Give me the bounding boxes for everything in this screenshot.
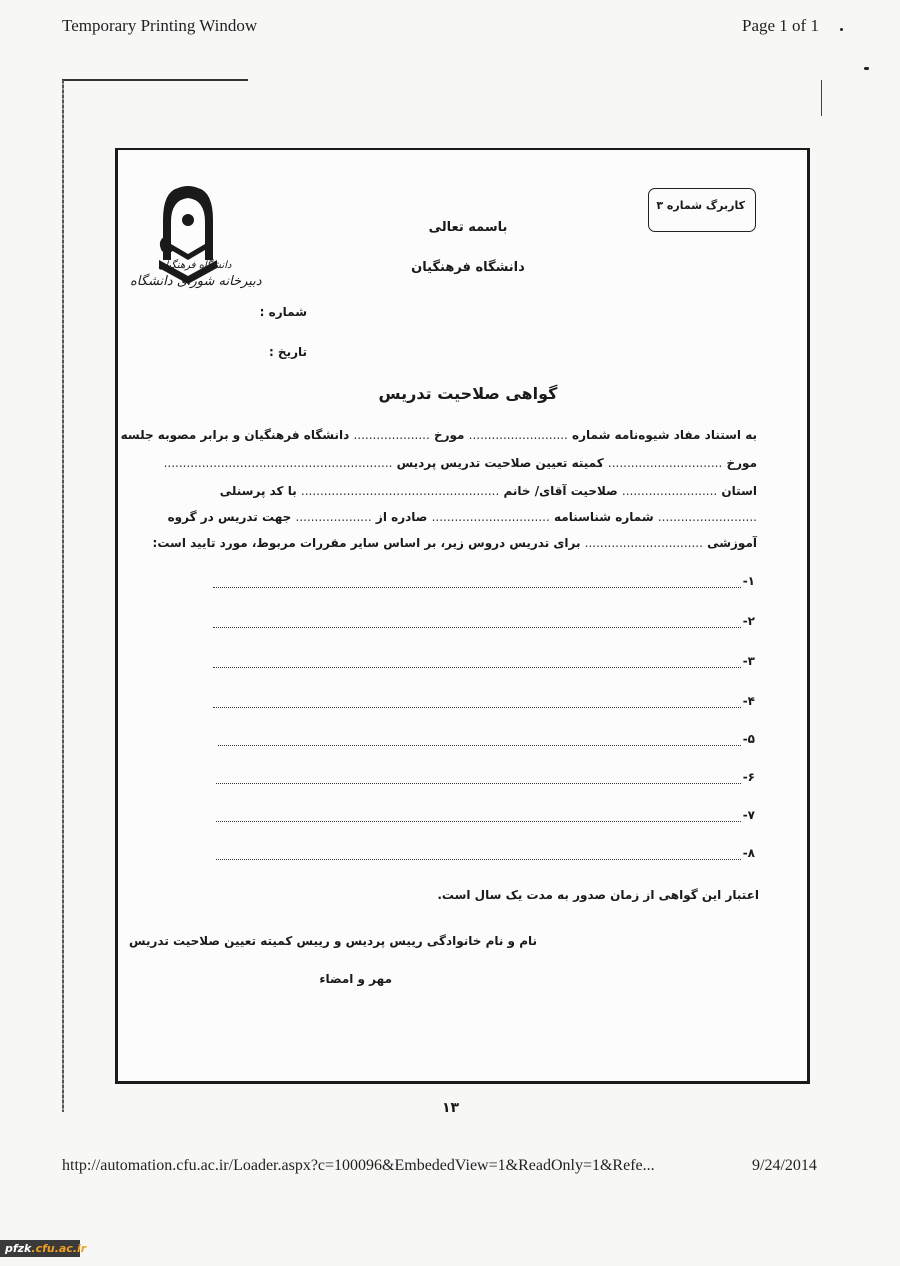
blank-field[interactable]: .......................... — [468, 428, 568, 442]
blank-field[interactable]: .......................... — [657, 510, 757, 524]
course-line-8[interactable]: ۸- — [210, 850, 755, 866]
date-label: تاریخ : — [268, 345, 307, 359]
logo-caption-line1: دانشگاه فرهنگیان — [158, 260, 232, 271]
blank-field[interactable]: .................... — [353, 428, 430, 442]
validity-note: اعتبار این گواهی از زمان صدور به مدت یک سال است. — [437, 888, 759, 902]
outer-page-left-edge — [62, 80, 64, 1112]
print-header-title: Temporary Printing Window — [62, 16, 258, 35]
document-frame — [115, 148, 810, 1084]
scan-speck — [840, 28, 843, 31]
body-line-1: به استناد مفاد شیوه‌نامه شماره .......................... مورخ .................... دانشگاه فرهنگیان و برابر مصوبه جلسه — [120, 428, 757, 442]
logo-caption-line2: دبیرخانه شورای دانشگاه — [130, 274, 262, 289]
body-line-4: .......................... شماره شناسنامه ............................... صادره از .................... جهت تدریس در گروه — [167, 510, 757, 524]
scan-speck — [864, 67, 869, 70]
print-footer-url: http://automation.cfu.ac.ir/Loader.aspx?c=100096&EmbededView=1&ReadOnly=1&Refe... — [62, 1157, 655, 1174]
blank-field[interactable]: ............................... — [584, 536, 703, 550]
blank-field[interactable]: .................... — [295, 510, 372, 524]
blank-field[interactable]: ............................... — [431, 510, 550, 524]
institution-name: دانشگاه فرهنگیان — [411, 260, 525, 275]
form-number-badge — [648, 188, 756, 232]
number-label: شماره : — [259, 305, 307, 319]
certificate-title: گواهی صلاحیت تدریس — [378, 384, 558, 403]
site-watermark: pfzk.cfu.ac.ir — [0, 1240, 80, 1257]
body-line-5: آموزشی ............................... برای تدریس دروس زیر، بر اساس سایر مقررات مربوط، مورد تایید است: — [152, 536, 757, 550]
body-line-2: مورخ .............................. کمیته تعیین صلاحیت تدریس پردیس ............................................................ — [163, 456, 757, 470]
course-line-7[interactable]: ۷- — [210, 812, 755, 828]
print-header-page: Page 1 of 1 — [742, 16, 819, 35]
signatory-label: نام و نام خانوادگی رییس پردیس و رییس کمیته تعیین صلاحیت تدریس — [129, 934, 537, 948]
blank-field[interactable]: .................................................... — [300, 484, 500, 498]
outer-page-right-mark — [821, 80, 822, 116]
blank-field[interactable]: .............................. — [607, 456, 723, 470]
blank-field[interactable]: ......................... — [621, 484, 718, 498]
course-line-4[interactable]: ۴- — [210, 698, 755, 714]
course-line-3[interactable]: ۳- — [210, 658, 755, 674]
course-line-2[interactable]: ۲- — [210, 618, 755, 634]
course-line-5[interactable]: ۵- — [210, 736, 755, 752]
page-number: ۱۳ — [442, 1100, 460, 1116]
body-line-3: استان ......................... صلاحیت آقای/ خانم .................................................... با کد پرسنلی — [219, 484, 757, 498]
seal-signature-label: مهر و امضاء — [319, 972, 392, 986]
blank-field[interactable]: ............................................................ — [163, 456, 393, 470]
invocation-text: باسمه تعالی — [428, 220, 508, 235]
course-line-6[interactable]: ۶- — [210, 774, 755, 790]
form-number-label: کاربرگ شماره ۳ — [656, 199, 745, 212]
print-footer-date: 9/24/2014 — [752, 1157, 817, 1174]
outer-page-top-edge — [62, 79, 248, 81]
course-line-1[interactable]: ۱- — [210, 578, 755, 594]
